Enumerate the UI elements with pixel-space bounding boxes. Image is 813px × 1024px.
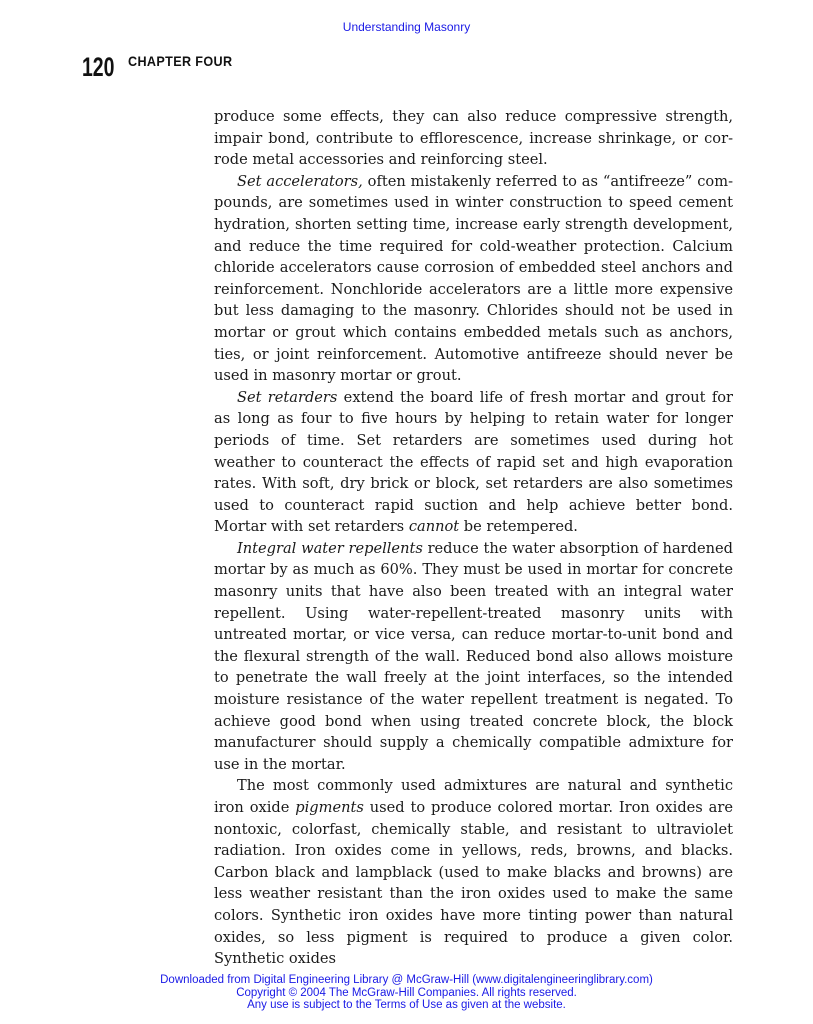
chapter-title: CHAPTER FOUR: [128, 53, 233, 69]
emphasis-cannot: cannot: [408, 518, 460, 536]
footer: [0, 974, 813, 1012]
term-set-accelerators: Set accelerators,: [237, 172, 363, 190]
paragraph-4-text: reduce the water absorption of hardened mortar by as much as 60%. They must be used in mortar for concrete masonry units that have also been treated with an integral water repellent. Using water-repellent-treated masonry units with untreated mortar, or vice versa, can reduce mortar-to-unit bond and the flexural strength of the wall. Reduced bond also allows moisture to penetrate the wall freely at the joint interfaces, so the intended moisture resistance of the water repellent treatment is negated. To achieve good bond when using treated concrete block, the block manufacturer should supply a chemically compatible admixture for use in the mortar.: [214, 539, 733, 773]
paragraph-pigments: [214, 775, 733, 969]
paragraph-2-text: often mistakenly referred to as “antifreeze” compounds, are sometimes used in winter construction to speed cement hydration, shorten setting time, increase early strength development, and reduce the time required for cold-weather protection. Calcium chloride accelerators cause corrosion of embedded steel anchors and reinforcement. Nonchloride accelerators are a little more expensive but less damaging to the masonry. Chlorides should not be used in mortar or grout which contains embedded metals such as anchors, ties, or joint reinforcement. Automotive antifreeze should never be used in masonry mortar or grout.: [214, 172, 733, 385]
body-text: [214, 106, 733, 970]
paragraph-5-start: The most commonly used admixtures are natural and synthetic iron oxide: [214, 777, 733, 816]
footer-terms-link[interactable]: Any use is subject to the Terms of Use as given at the website.: [247, 999, 566, 1011]
paragraph-3-text: extend the board life of fresh mortar and grout for as long as four to five hours by helping to retain water for longer periods of time. Set retarders are sometimes used during hot weather to counteract the effects of rapid set and high evaporation rates. With soft, dry brick or block, set retarders are also sometimes used to counteract rapid suction and help achieve better bond. Mortar with set retarders: [214, 388, 733, 536]
paragraph-set-retarders: [214, 387, 733, 538]
paragraph-1-text: produce some effects, they can also reduce compressive strength, impair bond, contribute to efflorescence, increase shrinkage, or corrode metal accessories and reinforcing steel.: [214, 108, 733, 169]
term-integral-water-repellents: Integral water repellents: [237, 539, 423, 557]
page-number: 120: [82, 52, 115, 82]
footer-copyright: Copyright © 2004 The McGraw-Hill Companies. All rights reserved.: [236, 986, 577, 999]
paragraph-water-repellents: [214, 538, 733, 776]
term-set-retarders: Set retarders: [237, 388, 338, 406]
paragraph-set-accelerators: [214, 171, 733, 387]
paragraph-5-text: used to produce colored mortar. Iron oxides are nontoxic, colorfast, chemically stable, and resistant to ultraviolet radiation. Iron oxides come in yellows, reds, browns, and blacks. Carbon black and lampblack (used to make blacks and browns) are less weather resistant than the iron oxides used to make the same colors. Synthetic iron oxides have more tinting power than natural oxides, so less pigment is required to produce a given color. Synthetic oxides: [214, 799, 733, 968]
footer-download-link[interactable]: Downloaded from Digital Engineering Library @ McGraw-Hill (www.digitalengineeringlibrary.com): [160, 974, 653, 986]
paragraph-1: [214, 106, 733, 171]
header-top-link[interactable]: Understanding Masonry: [342, 20, 471, 34]
paragraph-3-end: be retempered.: [459, 518, 578, 536]
term-pigments: pigments: [295, 799, 364, 816]
